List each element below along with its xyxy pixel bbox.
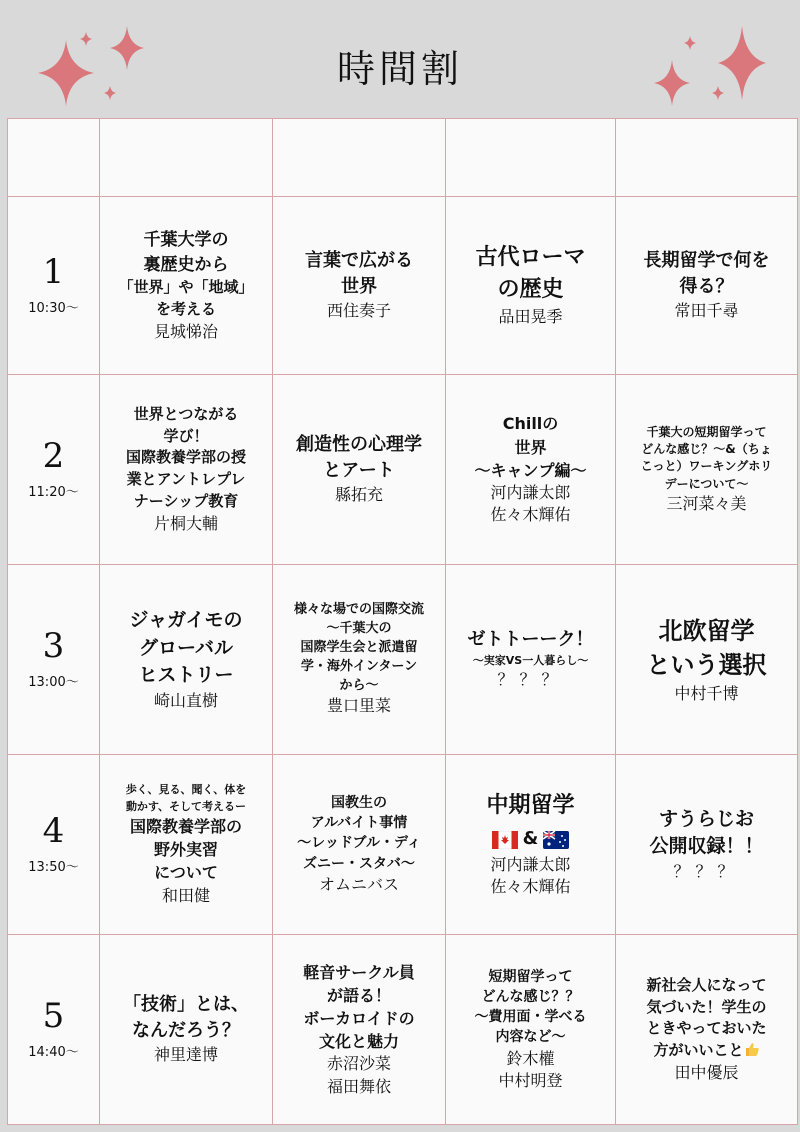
session-cell: [100, 755, 273, 935]
sparkle-icon: [684, 36, 696, 50]
session-speaker: ？？？: [673, 861, 740, 881]
session-cell: [446, 755, 616, 935]
session-speaker: 佐々木輝佑: [490, 505, 571, 525]
period-number: 1: [42, 252, 65, 292]
session-title: Chillの 世界 〜キャンプ編〜: [474, 414, 587, 480]
session-cell: [446, 375, 616, 565]
header-cell: [616, 119, 798, 197]
session-cell: [273, 197, 446, 375]
session-cell: [100, 565, 273, 755]
session-cell: [100, 197, 273, 375]
period-time: 14:40〜: [28, 1045, 79, 1060]
header-row: [8, 119, 798, 197]
session-cell: [616, 935, 798, 1125]
header-cell: [446, 119, 616, 197]
session-cell: [100, 375, 273, 565]
session-speaker: ？？？: [497, 670, 564, 690]
session-title: 創造性の心理学 とアート: [296, 434, 422, 482]
period-cell: [8, 565, 100, 755]
session-title: 国際教養学部の 野外実習 について: [129, 817, 242, 883]
canada-flag-icon: [492, 831, 518, 849]
header-cell: [100, 119, 273, 197]
session-speaker: 崎山直樹: [153, 690, 218, 710]
sparkle-icon: [712, 86, 724, 100]
session-title: 様々な場での国際交流 〜千葉大の 国際学生会と派遣留 学・海外インターン から〜: [293, 602, 424, 693]
page-title: 時間割: [336, 47, 463, 91]
session-title: 北欧留学 という選択: [646, 616, 767, 680]
session-speaker: 和田健: [161, 885, 210, 905]
session-speaker: 品田晃季: [498, 307, 563, 327]
session-title: 千葉大の短期留学って どんな感じ？〜&（ちょ こっと）ワーキングホリ デーについて〜: [640, 424, 773, 491]
session-speaker: 河内謙太郎: [490, 482, 571, 502]
session-speaker: 片桐大輔: [153, 513, 218, 533]
period-row: [8, 935, 798, 1125]
period-cell: [8, 935, 100, 1125]
header-cell: [273, 119, 446, 197]
period-time: 10:30〜: [28, 301, 79, 316]
session-subtitle: 〜実家VS一人暮らし〜: [472, 654, 589, 668]
period-number: 5: [42, 996, 65, 1036]
period-number: 3: [42, 626, 65, 666]
session-speaker: 中村明登: [498, 1071, 563, 1091]
session-cell: [446, 565, 616, 755]
session-cell: [446, 197, 616, 375]
session-cell: [273, 565, 446, 755]
session-cell: [273, 935, 446, 1125]
period-time: 13:00〜: [28, 675, 79, 690]
period-row: [8, 197, 798, 375]
session-speaker: 佐々木輝佑: [490, 877, 571, 897]
thumbs-up-icon: [744, 1041, 760, 1057]
timetable: [7, 118, 798, 1125]
period-cell: [8, 755, 100, 935]
session-cell: [616, 755, 798, 935]
period-number: 2: [42, 436, 65, 476]
session-speaker: 中村千博: [674, 684, 739, 704]
sparkle-icon: [718, 26, 766, 100]
session-cell: [273, 375, 446, 565]
session-cell: [616, 197, 798, 375]
header-cell: [8, 119, 100, 197]
session-cell: [616, 565, 798, 755]
session-speaker: 三河菜々美: [666, 494, 747, 514]
sparkle-icon: [80, 32, 92, 46]
session-title: 「技術」とは、 なんだろう？: [123, 994, 249, 1042]
period-number: 4: [42, 811, 65, 851]
session-title: 軽音サークル員 が語る！ ボーカロイドの 文化と魅力: [303, 962, 415, 1052]
session-title: 長期留学で何を 得る？: [643, 250, 770, 298]
sparkle-icon: [104, 86, 116, 100]
session-speaker: 常田千尋: [674, 301, 739, 321]
period-row: [8, 565, 798, 755]
session-speaker: 鈴木權: [506, 1048, 555, 1068]
session-title: すうらじお 公開収録！！: [649, 807, 764, 858]
session-title: ゼトトーーク！: [467, 629, 594, 651]
session-speaker: 見城悌治: [153, 321, 218, 341]
session-speaker: 西住奏子: [326, 301, 391, 321]
session-title: 国教生の アルバイト事情 〜レッドブル・ディ ズニー・スタバ〜: [297, 794, 421, 872]
session-speaker: オムニバス: [318, 874, 399, 894]
session-title: 新社会人になって 気づいた！学生の ときやっておいた 方がいいこと: [646, 975, 767, 1060]
session-speaker: 神里達博: [153, 1045, 218, 1065]
session-speaker: 縣拓充: [334, 485, 383, 505]
australia-flag-icon: [543, 831, 569, 849]
period-row: [8, 375, 798, 565]
session-speaker: 赤沼沙菜: [326, 1054, 391, 1074]
sparkle-icon: [38, 40, 94, 106]
session-title: 千葉大学の 裏歴史から 「世界」や「地域」 を考える: [118, 229, 254, 318]
period-cell: [8, 375, 100, 565]
session-cell: [100, 935, 273, 1125]
period-time: 13:50〜: [28, 860, 79, 875]
sparkle-icon: [654, 60, 690, 106]
session-speaker: 河内謙太郎: [490, 855, 571, 875]
session-cell: [616, 375, 798, 565]
sparkle-icon: [110, 26, 144, 70]
session-title: 古代ローマ の歴史: [475, 245, 586, 303]
period-cell: [8, 197, 100, 375]
session-title: 短期留学って どんな感じ？？ 〜費用面・学べる 内容など〜: [474, 968, 587, 1046]
session-speaker: 豊口里菜: [326, 696, 391, 716]
period-time: 11:20〜: [28, 485, 79, 500]
session-title: 世界とつながる 学び！ 国際教養学部の授 業とアントレプレ ナーシップ教育: [125, 404, 246, 510]
session-cell: [446, 935, 616, 1125]
session-speaker: 福田舞依: [326, 1076, 391, 1096]
session-title: 言葉で広がる 世界: [305, 250, 413, 298]
session-cell: [273, 755, 446, 935]
session-title: 中期留学: [486, 793, 575, 819]
session-title: ジャガイモの グローバル ヒストリー: [129, 608, 243, 687]
period-row: [8, 755, 798, 935]
session-speaker: 田中優辰: [674, 1062, 739, 1082]
flags: [452, 826, 609, 852]
session-lead: 歩く、見る、聞く、体を 動かす、そして考えるー: [125, 783, 247, 813]
flag-joiner: &: [522, 828, 539, 849]
